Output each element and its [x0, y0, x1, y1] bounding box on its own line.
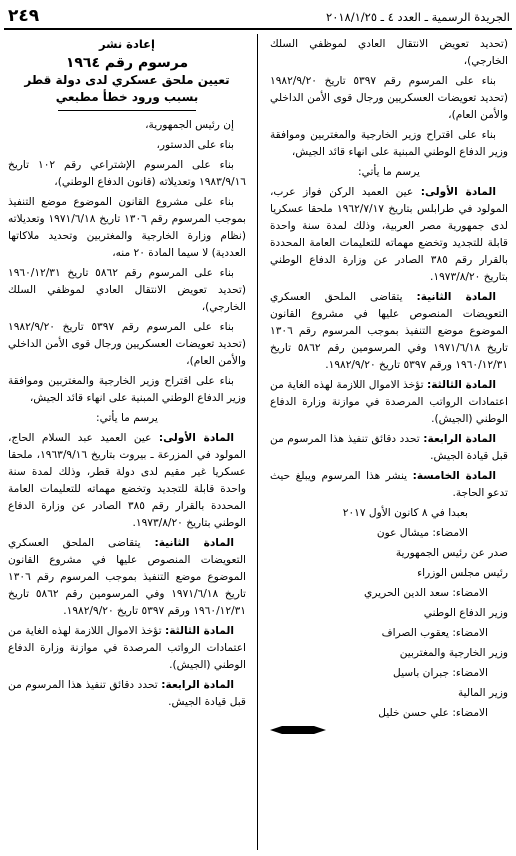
article-2	[8, 535, 246, 620]
right-column	[270, 36, 508, 735]
article-text: يتقاضى الملحق العسكري التعويضات المنصوص عليها في مشروع القانون الموضوع موضع التنفيذ بموجب المرسوم رقم ١٣٠٦ تاريخ ١٩٧١/٦/١٨ وفي المرسومين رقم ٥٨٦٢ تاريخ ١٩٦٠/١٢/٣١ ورقم ٥٣٩٧ تاريخ ١٩٨٢/٩/٢٠.	[270, 291, 509, 371]
paragraph: بناء على المرسوم رقم ٥٣٩٧ تاريخ ١٩٨٢/٩/٢٠ (تحديد تعويضات العسكريين ورجال قوى الأمن الداخلي والأمن العام)،	[270, 75, 508, 121]
end-mark-icon	[270, 725, 326, 735]
article-3	[270, 377, 508, 428]
article-label: المادة الأولى:	[420, 186, 496, 198]
republish-label: إعادة نشر	[99, 37, 155, 51]
article-1	[270, 184, 508, 286]
paragraph: بناء على المرسوم رقم ٥٣٩٧ تاريخ ١٩٨٢/٩/٢٠ (تحديد تعويضات العسكريين ورجال قوى الأمن الداخلي والأمن العام)،	[8, 321, 246, 367]
article-text: ينشر هذا المرسوم ويبلغ حيث تدعو الحاجة.	[270, 470, 508, 499]
left-column	[8, 36, 246, 714]
title-rule	[58, 110, 196, 111]
decree-line: يرسم ما يأتي:	[358, 166, 420, 178]
paragraph: بناء على المرسوم رقم ٥٨٦٢ تاريخ ١٩٦٠/١٢/٣١ (تحديد تعويض الانتقال العادي لموظفي السلك الخارجي)،	[8, 267, 246, 313]
article-5	[270, 468, 508, 502]
article-1	[8, 430, 246, 532]
article-text: عين العميد الركن فواز عرب، المولود في طرابلس بتاريخ ١٩٦٢/٧/١٧ ملحقا عسكريا لدى جمهورية مصر العربية، وذلك لمدة سنة واحدة قابلة للتجديد وتخضع مهماته للتعليمات العامة المحددة بالقرار رقم ٣٨٥ الصادر عن وزارة الدفاع الوطني بتاريخ ١٩٧٣/٨/٢٠.	[270, 186, 508, 283]
article-label: المادة الرابعة:	[423, 433, 496, 445]
article-text: تؤخذ الاموال اللازمة لهذه الغاية من اعتمادات الرواتب المرصدة في موازنة وزارة الدفاع الوطني (الجيش).	[8, 625, 246, 671]
paragraph: بناء على الدستور،	[156, 139, 234, 151]
article-text: تؤخذ الاموال اللازمة لهذه الغاية من اعتمادات الرواتب المرصدة في موازنة وزارة الدفاع الوطني (الجيش).	[270, 379, 508, 425]
article-label: المادة الثالثة:	[426, 379, 496, 391]
article-label: المادة الثانية:	[416, 291, 496, 303]
article-text: تحدد دقائق تنفيذ هذا المرسوم من قبل قيادة الجيش.	[270, 433, 508, 462]
signature-title: وزير الدفاع الوطني	[423, 607, 508, 619]
paragraph: (تحديد تعويض الانتقال العادي لموظفي السلك الخارجي)،	[270, 38, 508, 67]
signature-title: وزير الخارجية والمغتربين	[399, 647, 508, 659]
signature-title: وزير المالية	[457, 687, 508, 699]
header-rule	[4, 28, 512, 30]
paragraph: بناء على اقتراح وزير الخارجية والمغتربين وموافقة وزير الدفاع الوطني المبنية على انهاء قائد الجيش،	[270, 129, 508, 158]
signature-defense-minister: الامضاء: يعقوب الصراف	[381, 627, 488, 639]
paragraph: إن رئيس الجمهورية،	[145, 119, 234, 131]
date-line: بعبدا في ٨ كانون الأول ٢٠١٧	[342, 507, 468, 519]
signature-finance-minister: الامضاء: علي حسن خليل	[378, 707, 488, 719]
article-4	[270, 431, 508, 465]
decree-line: يرسم ما يأتي:	[96, 412, 158, 424]
signature-president: الامضاء: ميشال عون	[376, 527, 468, 539]
signature-title: صدر عن رئيس الجمهورية	[395, 547, 508, 559]
article-4	[8, 677, 246, 711]
article-label: المادة الثانية:	[154, 537, 234, 549]
decree-subtitle: بسبب ورود خطأ مطبعي	[55, 90, 199, 104]
article-text: تحدد دقائق تنفيذ هذا المرسوم من قبل قيادة الجيش.	[8, 679, 246, 708]
signature-prime-minister: الامضاء: سعد الدين الحريري	[364, 587, 488, 599]
page-number: ٢٤٩	[8, 6, 40, 26]
article-label: المادة الرابعة:	[161, 679, 234, 691]
signature-title: رئيس مجلس الوزراء	[417, 567, 508, 579]
paragraph: بناء على المرسوم الإشتراعي رقم ١٠٢ تاريخ ١٩٨٣/٩/١٦ وتعديلاته (قانون الدفاع الوطني)،	[8, 159, 246, 188]
article-2	[270, 289, 508, 374]
paragraph: بناء على مشروع القانون الموضوع موضع التنفيذ بموجب المرسوم رقم ١٣٠٦ تاريخ ١٩٧١/٦/١٨ وتعديلاته (نظام وزارة الخارجية والمغتربين وتحديد ملاكاتها العددية) لا سيما المادة ٢٠ منه،	[8, 196, 246, 259]
column-divider	[257, 34, 258, 850]
article-label: المادة الخامسة:	[412, 470, 497, 482]
article-label: المادة الأولى:	[158, 432, 234, 444]
article-text: عين العميد عبد السلام الحاج، المولود في المزرعة ـ بيروت بتاريخ ١٩٦٣/٩/١٦، ملحقا عسكريا غير مقيم لدى دولة قطر، وذلك لمدة سنة واحدة قابلة للتجديد وتخضع مهماته للتعليمات العامة المحددة بالقرار رقم ٣٨٥ الصادر عن وزارة الدفاع الوطني بتاريخ ١٩٧٣/٨/٢٠.	[8, 432, 246, 529]
signature-foreign-minister: الامضاء: جبران باسيل	[393, 667, 488, 679]
article-label: المادة الثالثة:	[164, 625, 234, 637]
decree-title: تعيين ملحق عسكري لدى دولة قطر	[24, 73, 230, 87]
page-header	[6, 6, 510, 28]
article-text: يتقاضى الملحق العسكري التعويضات المنصوص عليها في مشروع القانون الموضوع موضع التنفيذ بموجب المرسوم رقم ١٣٠٦ تاريخ ١٩٧١/٦/١٨ وفي المرسومين رقم ٥٨٦٢ تاريخ ١٩٦٠/١٢/٣١ ورقم ٥٣٩٧ تاريخ ١٩٨٢/٩/٢٠.	[8, 537, 247, 617]
gazette-issue-title: الجريدة الرسمية ـ العدد ٤ ـ ٢٠١٨/١/٢٥	[326, 10, 510, 24]
decree-number: مرسوم رقم ١٩٦٤	[65, 55, 189, 71]
article-3	[8, 623, 246, 674]
paragraph: بناء على اقتراح وزير الخارجية والمغتربين وموافقة وزير الدفاع الوطني المبنية على انهاء قائد الجيش،	[8, 375, 246, 404]
